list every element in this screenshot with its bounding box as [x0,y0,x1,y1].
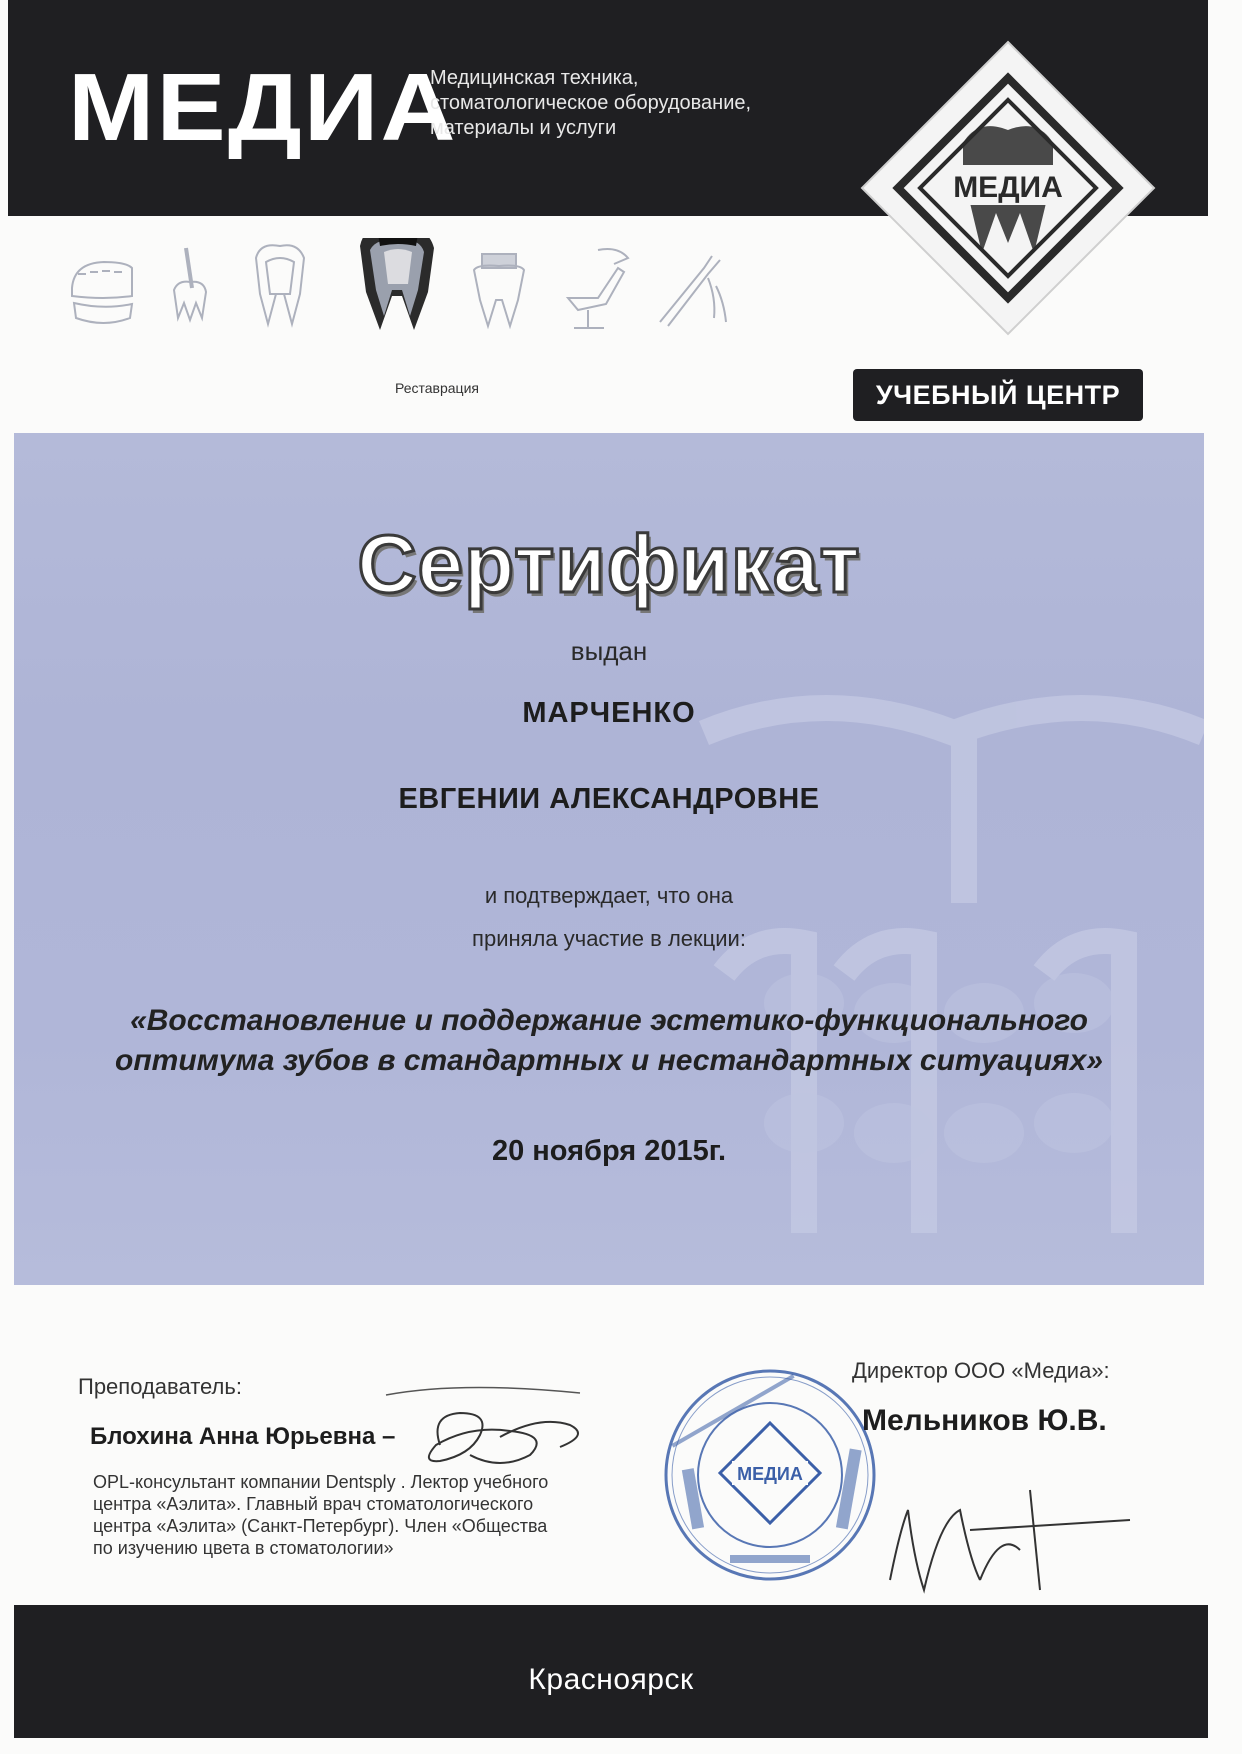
director-name: Мельников Ю.В. [862,1404,1107,1437]
restoration-tooth-icon [360,238,434,330]
footer-city: Красноярск [528,1663,694,1696]
event-date: 20 ноября 2015г. [491,1135,727,1167]
dental-chair-icon [568,249,628,328]
logo-text: МЕДИА [953,171,1063,204]
teacher-name: Блохина Анна Юрьевна – [90,1423,396,1450]
recipient-surname: МАРЧЕНКО [522,697,696,729]
company-stamp [660,1365,880,1585]
bio-line: центра «Аэлита» (Санкт-Петербург). Член «Общества [93,1516,548,1536]
teacher-bio [93,1471,653,1559]
tooth-watermark [664,673,1204,1273]
tagline-line: Медицинская техника, [430,67,639,89]
tagline-line: стоматологическое оборудование, [430,92,752,114]
crown-tooth-icon [474,254,524,326]
teacher-signature [380,1375,610,1485]
tagline-line: материалы и услуги [430,117,617,139]
bio-line: по изучению цвета в стоматологии» [93,1538,394,1558]
lecture-title-line: оптимума зубов в стандартных и нестандартных ситуациях» [115,1044,1103,1077]
bio-line: центра «Аэлита». Главный врач стоматологического [93,1494,534,1514]
dental-icons-row [64,238,844,398]
tooth-root-icon [256,245,304,324]
dental-drill-tooth-icon [174,248,206,320]
teacher-label: Преподаватель: [78,1374,242,1399]
brand-wordmark: МЕДИА [68,54,458,161]
stamp-logo-text: МЕДИА [737,1464,803,1484]
bio-line: OPL-консультант компании Dentsply . Лектор учебного [93,1472,549,1492]
icon-caption: Реставрация [395,380,479,396]
director-label: Директор ООО «Медиа»: [852,1358,1110,1383]
director-signature [880,1470,1140,1600]
issued-label: выдан [570,636,648,666]
confirmation-line: приняла участие в лекции: [472,926,746,951]
lecture-title-line: «Восстановление и поддержание эстетико-функционального [130,1004,1088,1037]
brand-tagline [430,66,850,141]
confirmation-line: и подтверждает, что она [484,883,734,908]
certificate-title: Сертификат [357,519,861,610]
extraction-forceps-icon [660,256,726,326]
media-logo-diamond [858,38,1158,338]
recipient-given-names: ЕВГЕНИИ АЛЕКСАНДРОВНЕ [398,783,820,815]
training-center-badge: УЧЕБНЫЙ ЦЕНТР [853,369,1143,421]
dentures-icon [72,262,132,323]
